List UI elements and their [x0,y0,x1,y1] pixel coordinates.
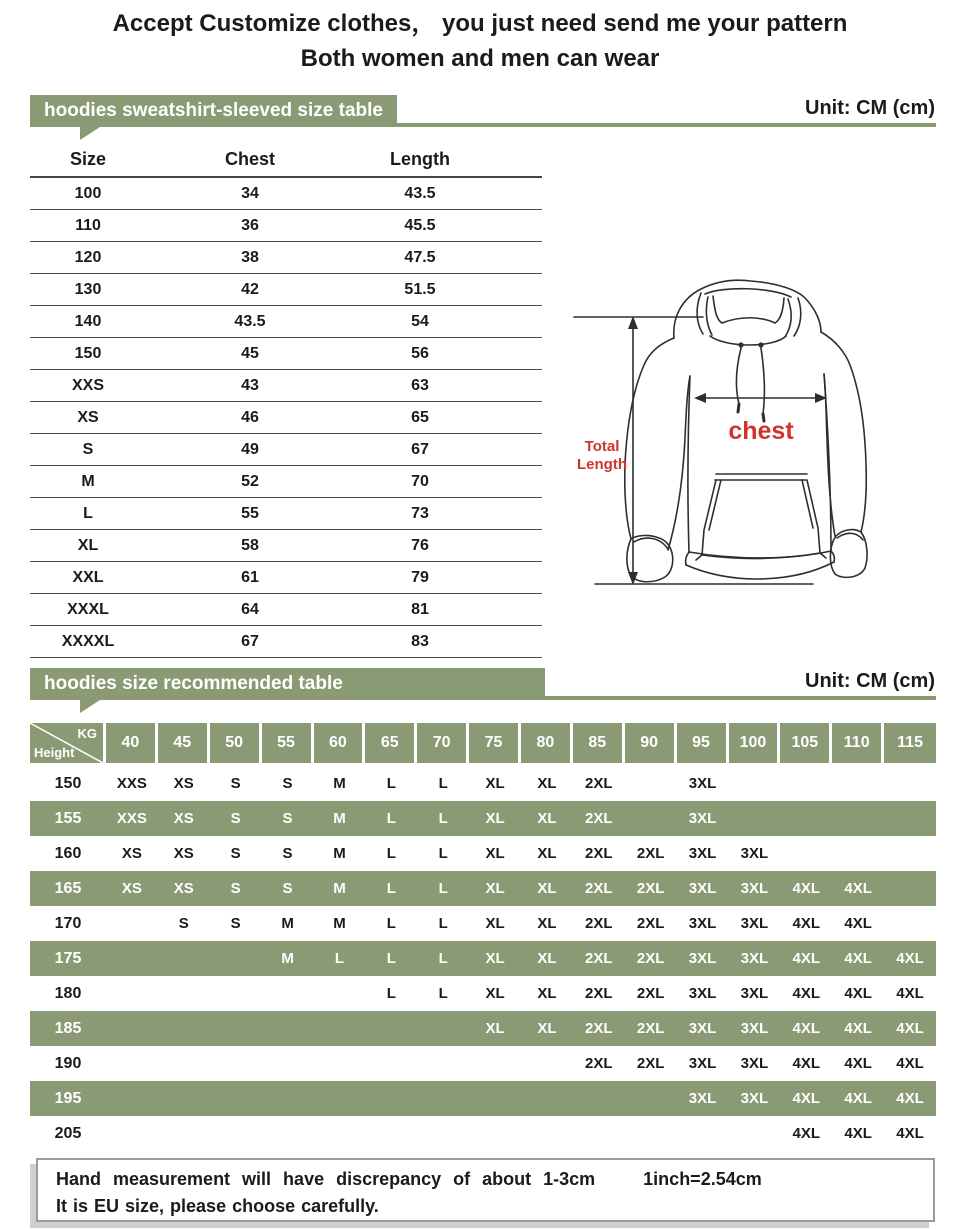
size-value-cell: 2XL [636,915,665,932]
size-value-cell: L [386,775,396,792]
kg-header-cell: 110 [832,723,884,763]
size-value-cell: 4XL [792,1055,821,1072]
size-value-cell: 3XL [740,845,769,862]
size-value-cell: 2XL [585,810,613,827]
size-table-cell-chest: 36 [146,210,354,242]
size-table-cell-chest: 67 [146,626,354,658]
size-table-cell-length: 43.5 [354,177,486,210]
size-value-cell: L [386,915,396,932]
size-table-row [30,562,542,594]
recommend-row [30,976,936,1011]
col-header-size: Size [30,143,146,177]
size-table [30,143,542,658]
height-label: 170 [54,914,82,932]
size-value-cell: S [230,845,241,862]
recommend-row [30,871,936,906]
size-table-cell-spacer [486,210,542,242]
size-table-cell-size: XXL [30,562,146,594]
size-table-cell-length: 56 [354,338,486,370]
size-table-cell-chest: 58 [146,530,354,562]
kg-header-cell: 100 [729,723,781,763]
kg-header-cell: 50 [210,723,262,763]
size-value-cell: 4XL [896,1090,924,1107]
size-table-cell-chest: 64 [146,594,354,626]
kg-header-cell: 65 [365,723,417,763]
size-value-cell: 2XL [585,1055,613,1072]
recommend-row [30,836,936,871]
kg-header-cell: 60 [314,723,366,763]
size-value-cell: 2XL [585,845,613,862]
kg-header-cell: 95 [677,723,729,763]
size-table-cell-size: M [30,466,146,498]
size-value-cell: 4XL [844,1090,872,1107]
size-table-row [30,402,542,434]
size-value-cell: 4XL [792,1125,821,1142]
size-table-cell-chest: 52 [146,466,354,498]
size-value-cell: XL [537,880,557,897]
size-table-cell-spacer [486,306,542,338]
recommend-row [30,941,936,976]
recommend-table [30,723,936,1151]
size-value-cell: 3XL [688,845,717,862]
size-value-cell: XL [485,845,505,862]
size-table-cell-spacer [486,177,542,210]
size-table-row [30,338,542,370]
size-value-cell: XS [121,880,142,897]
size-table-cell-length: 54 [354,306,486,338]
footer-line-1 [56,1169,915,1190]
size-value-cell: 4XL [844,1125,872,1142]
kg-header-cell: 85 [573,723,625,763]
total-length-label-line1: Total [584,438,620,455]
size-value-cell: 4XL [792,915,821,932]
size-table-row [30,626,542,658]
size-value-cell: L [386,845,396,862]
size-table-cell-size: XL [30,530,146,562]
height-label: 190 [54,1054,82,1072]
size-value-cell: L [438,880,448,897]
unit-label: Unit: CM (cm) [805,670,935,692]
size-value-cell: 2XL [636,880,665,897]
size-table-cell-spacer [486,626,542,658]
size-value-cell: XL [537,775,557,792]
size-table-cell-length: 51.5 [354,274,486,306]
size-table-cell-spacer [486,274,542,306]
size-table-cell-chest: 55 [146,498,354,530]
size-value-cell: 4XL [844,915,872,932]
size-table-cell-chest: 49 [146,434,354,466]
size-value-cell: 3XL [688,915,717,932]
height-label: 195 [54,1089,82,1107]
size-value-cell: 3XL [688,810,717,827]
size-table-row [30,594,542,626]
size-value-cell: M [281,950,294,967]
size-table-cell-length: 67 [354,434,486,466]
size-value-cell: M [333,845,346,862]
size-table-cell-chest: 43.5 [146,306,354,338]
size-value-cell: 4XL [792,985,821,1002]
kg-height-corner-cell [30,723,106,763]
kg-header-cell: 40 [106,723,158,763]
chest-label: chest [728,417,794,445]
hoodie-diagram [555,268,960,623]
size-table-cell-length: 76 [354,530,486,562]
size-table-cell-spacer [486,530,542,562]
recommend-row [30,766,936,801]
size-value-cell: 3XL [688,985,717,1002]
size-value-cell: 3XL [688,950,717,967]
size-table-row [30,434,542,466]
size-value-cell: 3XL [688,1090,717,1107]
recommend-row [30,1116,936,1151]
height-label: 185 [54,1019,82,1037]
title-line-2: Both women and men can wear [300,45,660,72]
size-table-cell-size: L [30,498,146,530]
size-table-banner: hoodies sweatshirt-sleeved size table [30,95,397,127]
size-value-cell: S [230,880,241,897]
size-value-cell: 4XL [792,950,821,967]
size-value-cell: 3XL [740,1090,769,1107]
size-value-cell: XS [173,775,194,792]
size-value-cell: 4XL [792,880,821,897]
size-value-cell: XL [485,880,505,897]
size-table-cell-chest: 43 [146,370,354,402]
size-table-cell-spacer [486,434,542,466]
size-value-cell: L [334,950,345,967]
size-value-cell: M [281,915,294,932]
chest-arrow [694,393,827,403]
recommend-row [30,906,936,941]
size-table-row [30,242,542,274]
col-header-spacer [486,143,542,177]
size-value-cell: S [282,880,293,897]
height-label: 180 [54,984,82,1002]
size-value-cell: L [438,845,448,862]
height-label: 150 [54,774,82,792]
size-value-cell: M [333,915,346,932]
size-table-cell-size: 140 [30,306,146,338]
size-table-cell-size: 110 [30,210,146,242]
col-header-length: Length [354,143,486,177]
size-value-cell: S [230,810,241,827]
size-value-cell: L [438,950,448,967]
recommend-row [30,1011,936,1046]
size-table-cell-size: 130 [30,274,146,306]
size-table-cell-size: 120 [30,242,146,274]
size-table-cell-size: XXXXL [30,626,146,658]
recommend-row [30,1081,936,1116]
size-table-cell-size: 150 [30,338,146,370]
size-value-cell: XL [485,985,505,1002]
size-value-cell: 3XL [740,880,769,897]
size-table-cell-length: 63 [354,370,486,402]
size-value-cell: XL [537,845,557,862]
size-table-cell-size: S [30,434,146,466]
size-value-cell: M [333,880,346,897]
discrepancy-note: Hand measurement will have discrepancy of about 1-3cm [56,1169,596,1189]
page-title [0,6,960,76]
size-table-cell-length: 65 [354,402,486,434]
size-value-cell: 3XL [740,985,769,1002]
height-label: 165 [54,879,82,897]
kg-header-cell: 115 [884,723,936,763]
size-table-cell-length: 47.5 [354,242,486,274]
kg-header-cell: 105 [780,723,832,763]
size-value-cell: 4XL [896,985,924,1002]
size-value-cell: 4XL [844,880,872,897]
size-table-cell-length: 79 [354,562,486,594]
size-table-row [30,177,542,210]
inch-conversion: 1inch=2.54cm [643,1169,762,1189]
size-value-cell: L [438,775,448,792]
title-line-1: Accept Customize clothes， you just need send me your pattern [112,10,848,37]
size-value-cell: S [230,915,241,932]
size-table-cell-spacer [486,594,542,626]
kg-header-cell: 55 [262,723,314,763]
corner-kg-label: KG [77,726,97,741]
size-value-cell: XL [537,915,557,932]
size-table-cell-spacer [486,466,542,498]
size-value-cell: S [178,915,189,932]
size-table-cell-chest: 45 [146,338,354,370]
size-table-cell-spacer [486,498,542,530]
size-table-cell-size: XS [30,402,146,434]
footer-line-2: It is EU size, please choose carefully. [56,1196,379,1216]
size-value-cell: 3XL [740,915,769,932]
size-value-cell: 3XL [688,775,717,792]
size-value-cell: XS [173,810,194,827]
size-table-cell-length: 81 [354,594,486,626]
size-value-cell: XS [173,880,194,897]
size-value-cell: 3XL [740,950,769,967]
size-value-cell: L [438,915,448,932]
banner-tail [80,127,100,140]
size-value-cell: 2XL [636,1020,665,1037]
size-value-cell: XL [485,775,505,792]
size-table-cell-size: XXS [30,370,146,402]
size-value-cell: 3XL [688,1055,717,1072]
size-value-cell: XL [485,915,505,932]
size-table-cell-size: 100 [30,177,146,210]
height-label: 155 [54,809,82,827]
footer-note [36,1158,935,1222]
size-value-cell: XS [121,845,142,862]
size-table-row [30,210,542,242]
recommend-row [30,1046,936,1081]
size-value-cell: S [230,775,241,792]
height-label: 175 [54,949,82,967]
size-table-header-row [30,143,542,177]
size-value-cell: XL [537,950,557,967]
size-value-cell: 4XL [896,1055,924,1072]
size-table-cell-chest: 61 [146,562,354,594]
size-value-cell: 4XL [896,950,924,967]
size-value-cell: 3XL [740,1020,769,1037]
size-value-cell: 3XL [688,880,717,897]
size-table-row [30,370,542,402]
size-value-cell: M [333,775,346,792]
size-value-cell: 2XL [585,1020,613,1037]
total-length-label-line2: Length [577,456,627,473]
size-table-cell-spacer [486,402,542,434]
size-table-cell-chest: 46 [146,402,354,434]
size-value-cell: XXS [116,775,147,792]
size-table-row [30,498,542,530]
size-value-cell: XL [537,1020,557,1037]
size-value-cell: XL [537,985,557,1002]
size-value-cell: L [386,985,396,1002]
size-value-cell: 4XL [792,1020,821,1037]
size-value-cell: 2XL [585,985,613,1002]
size-table-row [30,274,542,306]
size-value-cell: 2XL [636,985,665,1002]
size-value-cell: 2XL [636,950,665,967]
size-value-cell: L [438,985,448,1002]
size-value-cell: 2XL [585,775,613,792]
size-table-cell-size: XXXL [30,594,146,626]
size-value-cell: S [282,775,293,792]
size-value-cell: 2XL [585,880,613,897]
size-value-cell: 3XL [740,1055,769,1072]
size-table-cell-spacer [486,370,542,402]
banner-tail [80,700,100,713]
size-table-cell-length: 83 [354,626,486,658]
size-value-cell: 4XL [792,1090,821,1107]
size-value-cell: XL [537,810,557,827]
size-table-cell-length: 73 [354,498,486,530]
size-value-cell: XL [485,1020,505,1037]
recommend-table-body [30,766,936,1151]
size-value-cell: S [282,810,293,827]
corner-height-label: Height [34,745,75,760]
size-value-cell: L [386,880,396,897]
size-table-cell-chest: 34 [146,177,354,210]
size-value-cell: L [438,810,448,827]
kg-header-cell: 70 [417,723,469,763]
kg-header-cell: 80 [521,723,573,763]
size-value-cell: M [333,810,346,827]
height-label: 160 [54,844,82,862]
recommend-table-banner: hoodies size recommended table [30,668,545,700]
kg-header-row [30,723,936,763]
size-table-cell-chest: 42 [146,274,354,306]
kg-header-cell: 75 [469,723,521,763]
kg-header-cell: 90 [625,723,677,763]
size-value-cell: 4XL [844,950,872,967]
size-table-row [30,466,542,498]
size-value-cell: 4XL [896,1020,924,1037]
size-table-body [30,177,542,658]
size-value-cell: XL [485,950,505,967]
size-value-cell: 4XL [896,1125,924,1142]
recommend-row [30,801,936,836]
size-value-cell: XXS [116,810,147,827]
size-table-cell-length: 70 [354,466,486,498]
size-table-cell-spacer [486,242,542,274]
size-table-row [30,306,542,338]
unit-label: Unit: CM (cm) [805,97,935,119]
height-label: 205 [54,1124,82,1142]
size-table-cell-spacer [486,562,542,594]
size-value-cell: 3XL [688,1020,717,1037]
size-value-cell: L [386,950,396,967]
size-table-cell-length: 45.5 [354,210,486,242]
size-table-row [30,530,542,562]
size-value-cell: L [386,810,396,827]
size-value-cell: XL [485,810,505,827]
size-value-cell: 2XL [585,950,613,967]
size-value-cell: S [282,845,293,862]
size-table-cell-spacer [486,338,542,370]
size-value-cell: 4XL [844,1020,872,1037]
size-value-cell: XS [173,845,194,862]
col-header-chest: Chest [146,143,354,177]
size-value-cell: 4XL [844,1055,872,1072]
size-value-cell: 2XL [636,1055,665,1072]
size-table-cell-chest: 38 [146,242,354,274]
size-value-cell: 4XL [844,985,872,1002]
size-value-cell: 2XL [585,915,613,932]
size-value-cell: 2XL [636,845,665,862]
kg-header-cell: 45 [158,723,210,763]
